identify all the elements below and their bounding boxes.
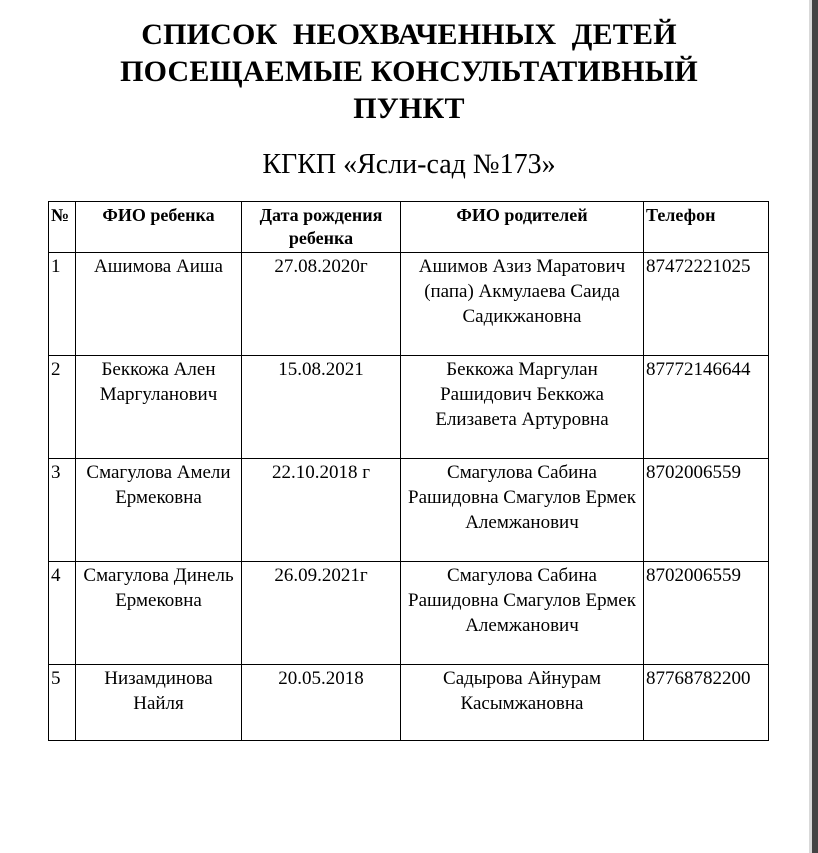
- header-number: №: [49, 202, 76, 253]
- birth-date: 20.05.2018: [242, 665, 401, 741]
- child-name: Смагулова Динель Ермековна: [76, 562, 242, 665]
- phone-number: 87772146644: [644, 356, 769, 459]
- birth-date: 26.09.2021г: [242, 562, 401, 665]
- title-line-3: ПУНКТ: [353, 92, 465, 125]
- phone-number: 8702006559: [644, 459, 769, 562]
- child-name: Беккожа Ален Маргуланович: [76, 356, 242, 459]
- table-row: [49, 562, 769, 665]
- document-title: [0, 16, 818, 127]
- title-line-2: ПОСЕЩАЕМЫЕ КОНСУЛЬТАТИВНЫЙ: [120, 55, 698, 88]
- parents-name: Смагулова Сабина Рашидовна Смагулов Ермек Алемжанович: [401, 562, 644, 665]
- parents-name: Беккожа Маргулан Рашидович Беккожа Елизавета Артуровна: [401, 356, 644, 459]
- title-line-1: СПИСОК НЕОХВАЧЕННЫХ ДЕТЕЙ: [141, 18, 677, 51]
- row-number: 1: [49, 253, 76, 356]
- header-parents-name: ФИО родителей: [401, 202, 644, 253]
- page-edge: [812, 0, 818, 853]
- phone-number: 87472221025: [644, 253, 769, 356]
- child-name: Низамдинова Найля: [76, 665, 242, 741]
- table-row: [49, 253, 769, 356]
- birth-date: 22.10.2018 г: [242, 459, 401, 562]
- birth-date: 27.08.2020г: [242, 253, 401, 356]
- phone-number: 8702006559: [644, 562, 769, 665]
- row-number: 3: [49, 459, 76, 562]
- table-row: [49, 665, 769, 741]
- parents-name: Садырова Айнурам Касымжановна: [401, 665, 644, 741]
- child-name: Смагулова Амели Ермековна: [76, 459, 242, 562]
- document-subtitle: КГКП «Ясли-сад №173»: [262, 149, 556, 180]
- child-name: Ашимова Аиша: [76, 253, 242, 356]
- header-phone: Телефон: [644, 202, 769, 253]
- row-number: 2: [49, 356, 76, 459]
- row-number: 5: [49, 665, 76, 741]
- table-row: [49, 459, 769, 562]
- parents-name: Смагулова Сабина Рашидовна Смагулов Ермек Алемжанович: [401, 459, 644, 562]
- birth-date: 15.08.2021: [242, 356, 401, 459]
- children-table: [48, 201, 769, 741]
- header-birth-date: Дата рождения ребенка: [242, 202, 401, 253]
- header-child-name: ФИО ребенка: [76, 202, 242, 253]
- phone-number: 87768782200: [644, 665, 769, 741]
- table-header-row: [49, 202, 769, 253]
- row-number: 4: [49, 562, 76, 665]
- parents-name: Ашимов Азиз Маратович (папа) Акмулаева Саида Садикжановна: [401, 253, 644, 356]
- table-row: [49, 356, 769, 459]
